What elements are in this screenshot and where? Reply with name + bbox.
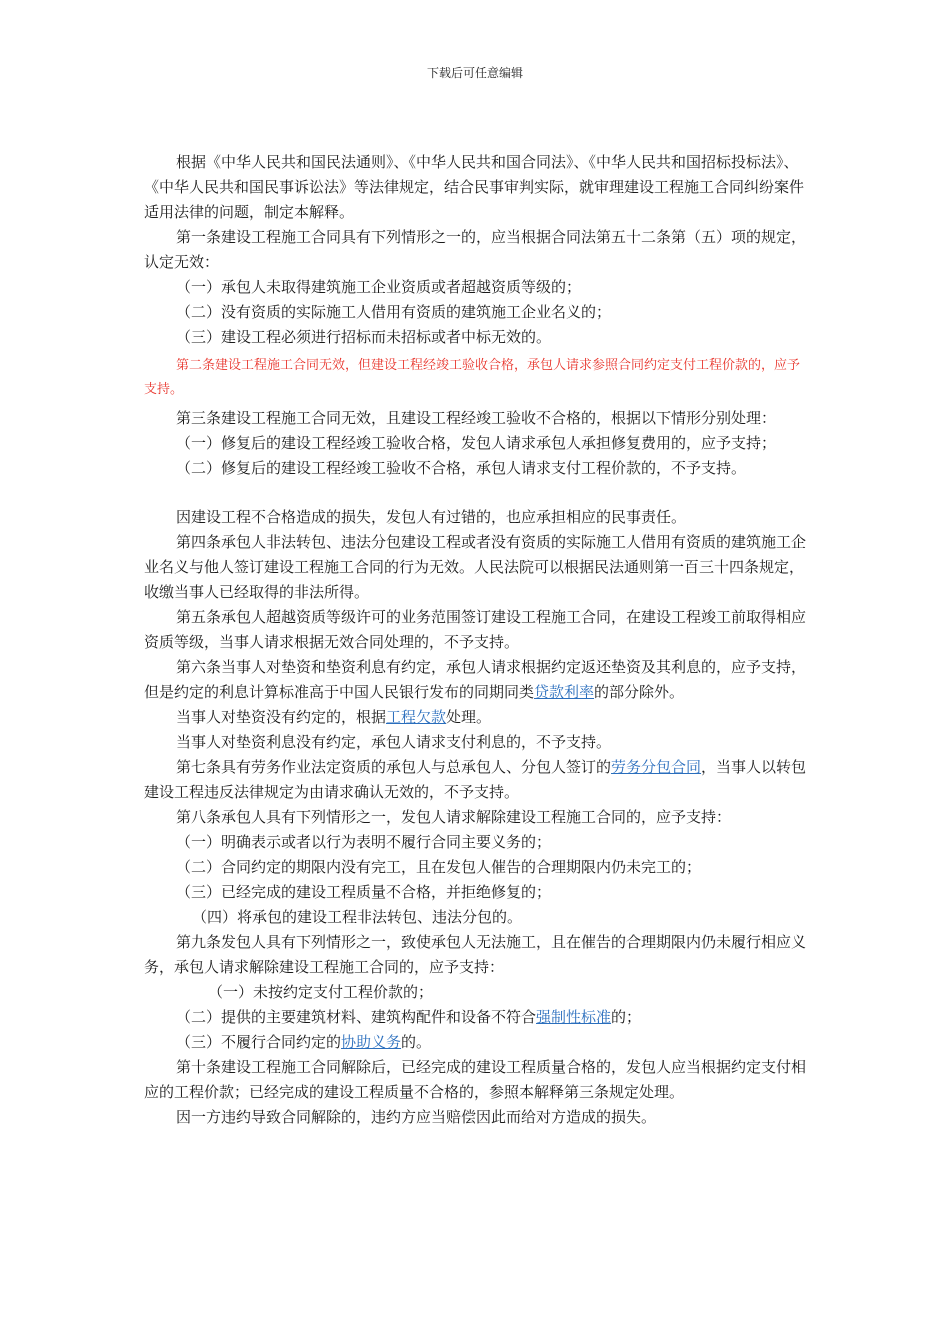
article-6 — [144, 655, 812, 705]
article-6-text-b: 的部分除外。 — [594, 683, 685, 701]
article-9-item-3-text-b: 的。 — [401, 1033, 432, 1051]
article-8-item-2: （二）合同约定的期限内没有完工，且在发包人催告的合理期限内仍未完工的； — [176, 858, 702, 876]
project-arrears-link[interactable]: 工程欠款 — [386, 708, 447, 726]
article-6-no-agreement — [144, 705, 812, 730]
article-9-item-3-text-a: （三）不履行合同约定的 — [176, 1033, 342, 1051]
article-7-text-a: 第七条具有劳务作业法定资质的承包人与总承包人、分包人签订的 — [176, 758, 612, 776]
assistance-obligation-link[interactable]: 协助义务 — [341, 1033, 402, 1051]
article-9: 第九条发包人具有下列情形之一，致使承包人无法施工，且在催告的合理期限内仍未履行相应义务，承包人请求解除建设工程施工合同的，应予支持： — [144, 933, 807, 976]
article-7 — [144, 755, 812, 805]
preamble-paragraph: 根据《中华人民共和国民法通则》、《中华人民共和国合同法》、《中华人民共和国招标投标法》、《中华人民共和国民事诉讼法》等法律规定，结合民事审判实际，就审理建设工程施工合同纠纷案件适用法律的问题，制定本解释。 — [144, 153, 805, 221]
article-7-text-b: ，当事人以转包建设工程违反法律规定为由请求确认无效的，不予支持。 — [144, 758, 807, 801]
article-10-breach: 因一方违约导致合同解除的，违约方应当赔偿因此而给对方造成的损失。 — [176, 1108, 657, 1126]
document-body — [144, 150, 812, 1130]
article-6-no-agreement-text-a: 当事人对垫资没有约定的，根据 — [176, 708, 387, 726]
article-8: 第八条承包人具有下列情形之一，发包人请求解除建设工程施工合同的，应予支持： — [176, 808, 732, 826]
article-6-text-a: 第六条当事人对垫资和垫资利息有约定，承包人请求根据约定返还垫资及其利息的，应予支持，但是约定的利息计算标准高于中国人民银行发布的同期同类 — [144, 658, 807, 701]
article-9-item-3 — [144, 1030, 812, 1055]
article-9-item-1: （一）未按约定支付工程价款的； — [208, 983, 434, 1001]
article-8-item-1: （一）明确表示或者以行为表明不履行合同主要义务的； — [176, 833, 552, 851]
article-9-item-2-text-b: 的； — [611, 1008, 642, 1026]
spacer — [144, 481, 812, 505]
article-1-item-2: （二）没有资质的实际施工人借用有资质的建筑施工企业名义的； — [176, 303, 612, 321]
article-2-highlighted: 第二条建设工程施工合同无效，但建设工程经竣工验收合格，承包人请求参照合同约定支付工程价款的，应予支持。 — [144, 358, 801, 397]
article-1: 第一条建设工程施工合同具有下列情形之一的，应当根据合同法第五十二条第（五）项的规定，认定无效： — [144, 228, 807, 271]
mandatory-standard-link[interactable]: 强制性标准 — [536, 1008, 612, 1026]
article-6-interest: 当事人对垫资利息没有约定，承包人请求支付利息的，不予支持。 — [176, 733, 612, 751]
article-4: 第四条承包人非法转包、违法分包建设工程或者没有资质的实际施工人借用有资质的建筑施工企业名义与他人签订建设工程施工合同的行为无效。人民法院可以根据民法通则第一百三十四条规定，收缴当事人已经取得的非法所得。 — [144, 533, 807, 601]
labor-subcontract-link[interactable]: 劳务分包合同 — [611, 758, 702, 776]
article-1-item-3: （三）建设工程必须进行招标而未招标或者中标无效的。 — [176, 328, 552, 346]
article-9-item-2-text-a: （二）提供的主要建筑材料、建筑构配件和设备不符合 — [176, 1008, 537, 1026]
article-10: 第十条建设工程施工合同解除后，已经完成的建设工程质量合格的，发包人应当根据约定支付相应的工程价款；已经完成的建设工程质量不合格的，参照本解释第三条规定处理。 — [144, 1058, 807, 1101]
article-8-item-3: （三）已经完成的建设工程质量不合格，并拒绝修复的； — [176, 883, 552, 901]
page-header: 下载后可任意编辑 — [426, 66, 523, 80]
loan-rate-link[interactable]: 贷款利率 — [534, 683, 595, 701]
article-6-no-agreement-text-b: 处理。 — [446, 708, 492, 726]
article-3-liability: 因建设工程不合格造成的损失，发包人有过错的，也应承担相应的民事责任。 — [176, 508, 687, 526]
article-3-item-2: （二）修复后的建设工程经竣工验收不合格，承包人请求支付工程价款的，不予支持。 — [176, 459, 747, 477]
article-1-item-1: （一）承包人未取得建筑施工企业资质或者超越资质等级的； — [176, 278, 582, 296]
article-3-item-1: （一）修复后的建设工程经竣工验收合格，发包人请求承包人承担修复费用的，应予支持； — [176, 434, 777, 452]
article-5: 第五条承包人超越资质等级许可的业务范围签订建设工程施工合同，在建设工程竣工前取得相应资质等级，当事人请求根据无效合同处理的，不予支持。 — [144, 608, 807, 651]
article-3: 第三条建设工程施工合同无效，且建设工程经竣工验收不合格的，根据以下情形分别处理： — [176, 409, 777, 427]
article-8-item-4: （四）将承包的建设工程非法转包、违法分包的。 — [192, 908, 523, 926]
article-9-item-2 — [144, 1005, 812, 1030]
